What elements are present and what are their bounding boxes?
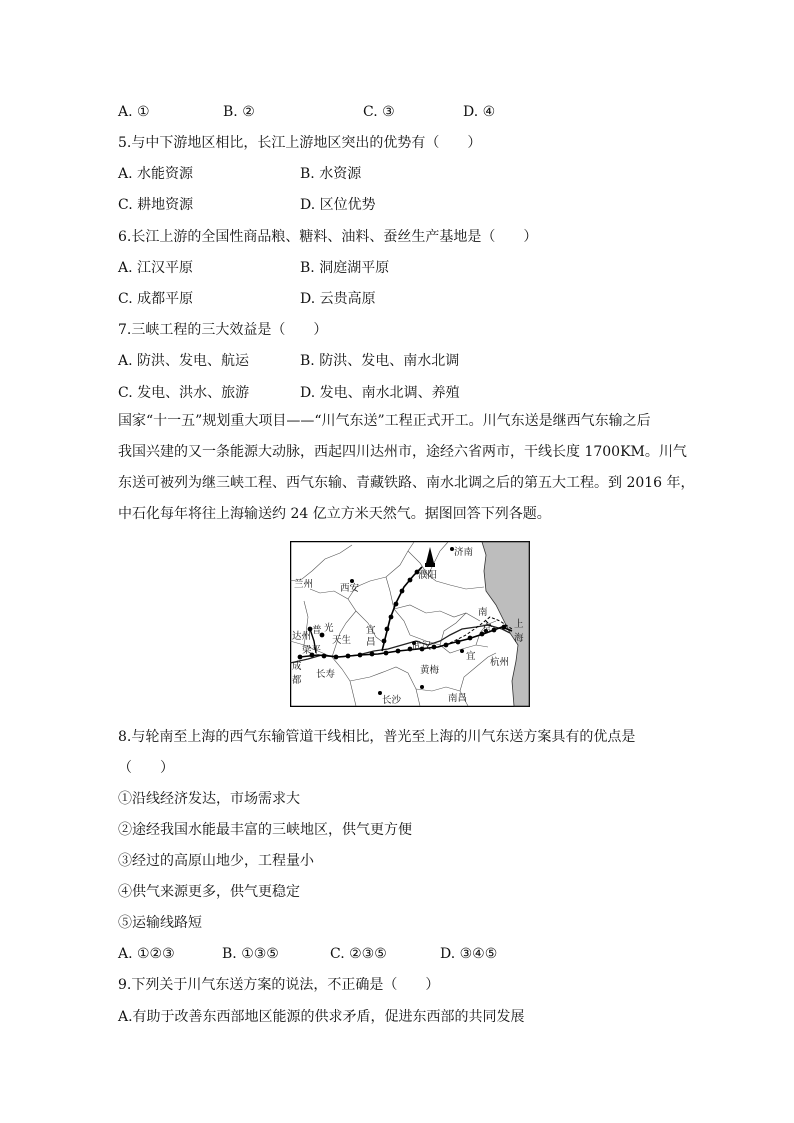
q6-stem: 6.长江上游的全国性商品粮、糖料、油料、蚕丝生产基地是（ ） bbox=[118, 229, 538, 245]
q7-option-d: D. 发电、南水北调、养殖 bbox=[300, 385, 460, 401]
q5-stem: 5.与中下游地区相比，长江上游地区突出的优势有（ ） bbox=[118, 135, 482, 151]
q9-stem: 9.下列关于川气东送方案的说法，不正确是（ ） bbox=[118, 977, 440, 993]
passage-line-3: 东送可被列为继三峡工程、西气东输、青藏铁路、南水北调之后的第五大工程。到 2016 年， bbox=[118, 475, 695, 491]
label-huangmei: 黄梅 bbox=[420, 665, 440, 676]
q6-option-a: A. 江汉平原 bbox=[118, 260, 194, 276]
label-jinan: 济南 bbox=[454, 547, 474, 558]
label-chengdu-2: 都 bbox=[292, 675, 302, 686]
label-puguang-2: 光 bbox=[324, 623, 334, 634]
q8-paren: （ ） bbox=[118, 760, 174, 776]
label-liangping: 梁平 bbox=[302, 645, 322, 656]
label-tiansheng: 天生 bbox=[332, 635, 352, 646]
label-hangzhou: 杭州 bbox=[490, 657, 510, 668]
label-yicheng-east: 宜 bbox=[466, 651, 476, 662]
q8-option-d: D. ③④⑤ bbox=[440, 946, 498, 962]
q4-option-c: C. ③ bbox=[363, 104, 395, 120]
q8-item-1: ①沿线经济发达，市场需求大 bbox=[118, 791, 300, 807]
q8-item-4: ④供气来源更多，供气更稳定 bbox=[118, 884, 300, 900]
q7-option-a: A. 防洪、发电、航运 bbox=[118, 353, 250, 369]
q5-option-c: C. 耕地资源 bbox=[118, 197, 194, 213]
q4-option-b: B. ② bbox=[223, 104, 255, 120]
q4-option-a: A. ① bbox=[118, 104, 150, 120]
label-nanjing-2: 京 bbox=[482, 623, 492, 634]
q7-stem: 7.三峡工程的三大效益是（ ） bbox=[118, 322, 328, 338]
label-xian: 西安 bbox=[340, 583, 360, 594]
label-nanchang: 南昌 bbox=[448, 693, 468, 704]
q6-option-b: B. 洞庭湖平原 bbox=[300, 260, 390, 276]
label-shanghai-2: 海 bbox=[514, 633, 524, 644]
q8-option-c: C. ②③⑤ bbox=[330, 946, 387, 962]
q8-option-b: B. ①③⑤ bbox=[222, 946, 279, 962]
label-changsha: 长沙 bbox=[382, 695, 402, 706]
q8-stem: 8.与轮南至上海的西气东输管道干线相比，普光至上海的川气东送方案具有的优点是 bbox=[118, 729, 636, 745]
q9-option-a: A.有助于改善东西部地区能源的供求矛盾，促进东西部的共同发展 bbox=[118, 1009, 525, 1025]
label-dazhou: 达州 bbox=[292, 631, 312, 642]
label-lanzhou: 兰州 bbox=[294, 579, 314, 590]
label-puyang: 濮阳 bbox=[418, 570, 438, 581]
q7-option-c: C. 发电、洪水、旅游 bbox=[118, 385, 250, 401]
q5-option-d: D. 区位优势 bbox=[300, 197, 376, 213]
q8-option-a: A. ①②③ bbox=[118, 946, 175, 962]
q8-item-3: ③经过的高原山地少，工程量小 bbox=[118, 853, 314, 869]
label-yichang-1: 宜 bbox=[366, 625, 376, 636]
passage-line-4: 中石化每年将往上海输送约 24 亿立方米天然气。据图回答下列各题。 bbox=[118, 506, 551, 522]
q7-option-b: B. 防洪、发电、南水北调 bbox=[300, 353, 460, 369]
q6-option-d: D. 云贵高原 bbox=[300, 291, 376, 307]
q5-option-b: B. 水资源 bbox=[300, 166, 362, 182]
label-chengdu-1: 成 bbox=[292, 661, 302, 672]
label-wuhan: 武汉 bbox=[412, 641, 432, 652]
label-nanjing-1: 南 bbox=[478, 607, 488, 618]
label-shanghai-1: 上 bbox=[514, 619, 524, 630]
label-changshou: 长寿 bbox=[316, 669, 336, 680]
q8-item-2: ②途经我国水能最丰富的三峡地区，供气更方便 bbox=[118, 822, 412, 838]
label-yichang-2: 昌 bbox=[366, 637, 376, 648]
passage-line-2: 我国兴建的又一条能源大动脉，西起四川达州市，途经六省两市，干线长度 1700KM。川气 bbox=[118, 444, 687, 460]
passage-line-1: 国家“十一五”规划重大项目——“川气东送”工程正式开工。川气东送是继西气东输之后 bbox=[118, 413, 651, 429]
q8-item-5: ⑤运输线路短 bbox=[118, 915, 202, 931]
q5-option-a: A. 水能资源 bbox=[118, 166, 194, 182]
pipeline-map bbox=[290, 541, 530, 707]
q6-option-c: C. 成都平原 bbox=[118, 291, 194, 307]
q4-option-d: D. ④ bbox=[463, 104, 496, 120]
label-puguang-1: 普 bbox=[312, 625, 322, 636]
